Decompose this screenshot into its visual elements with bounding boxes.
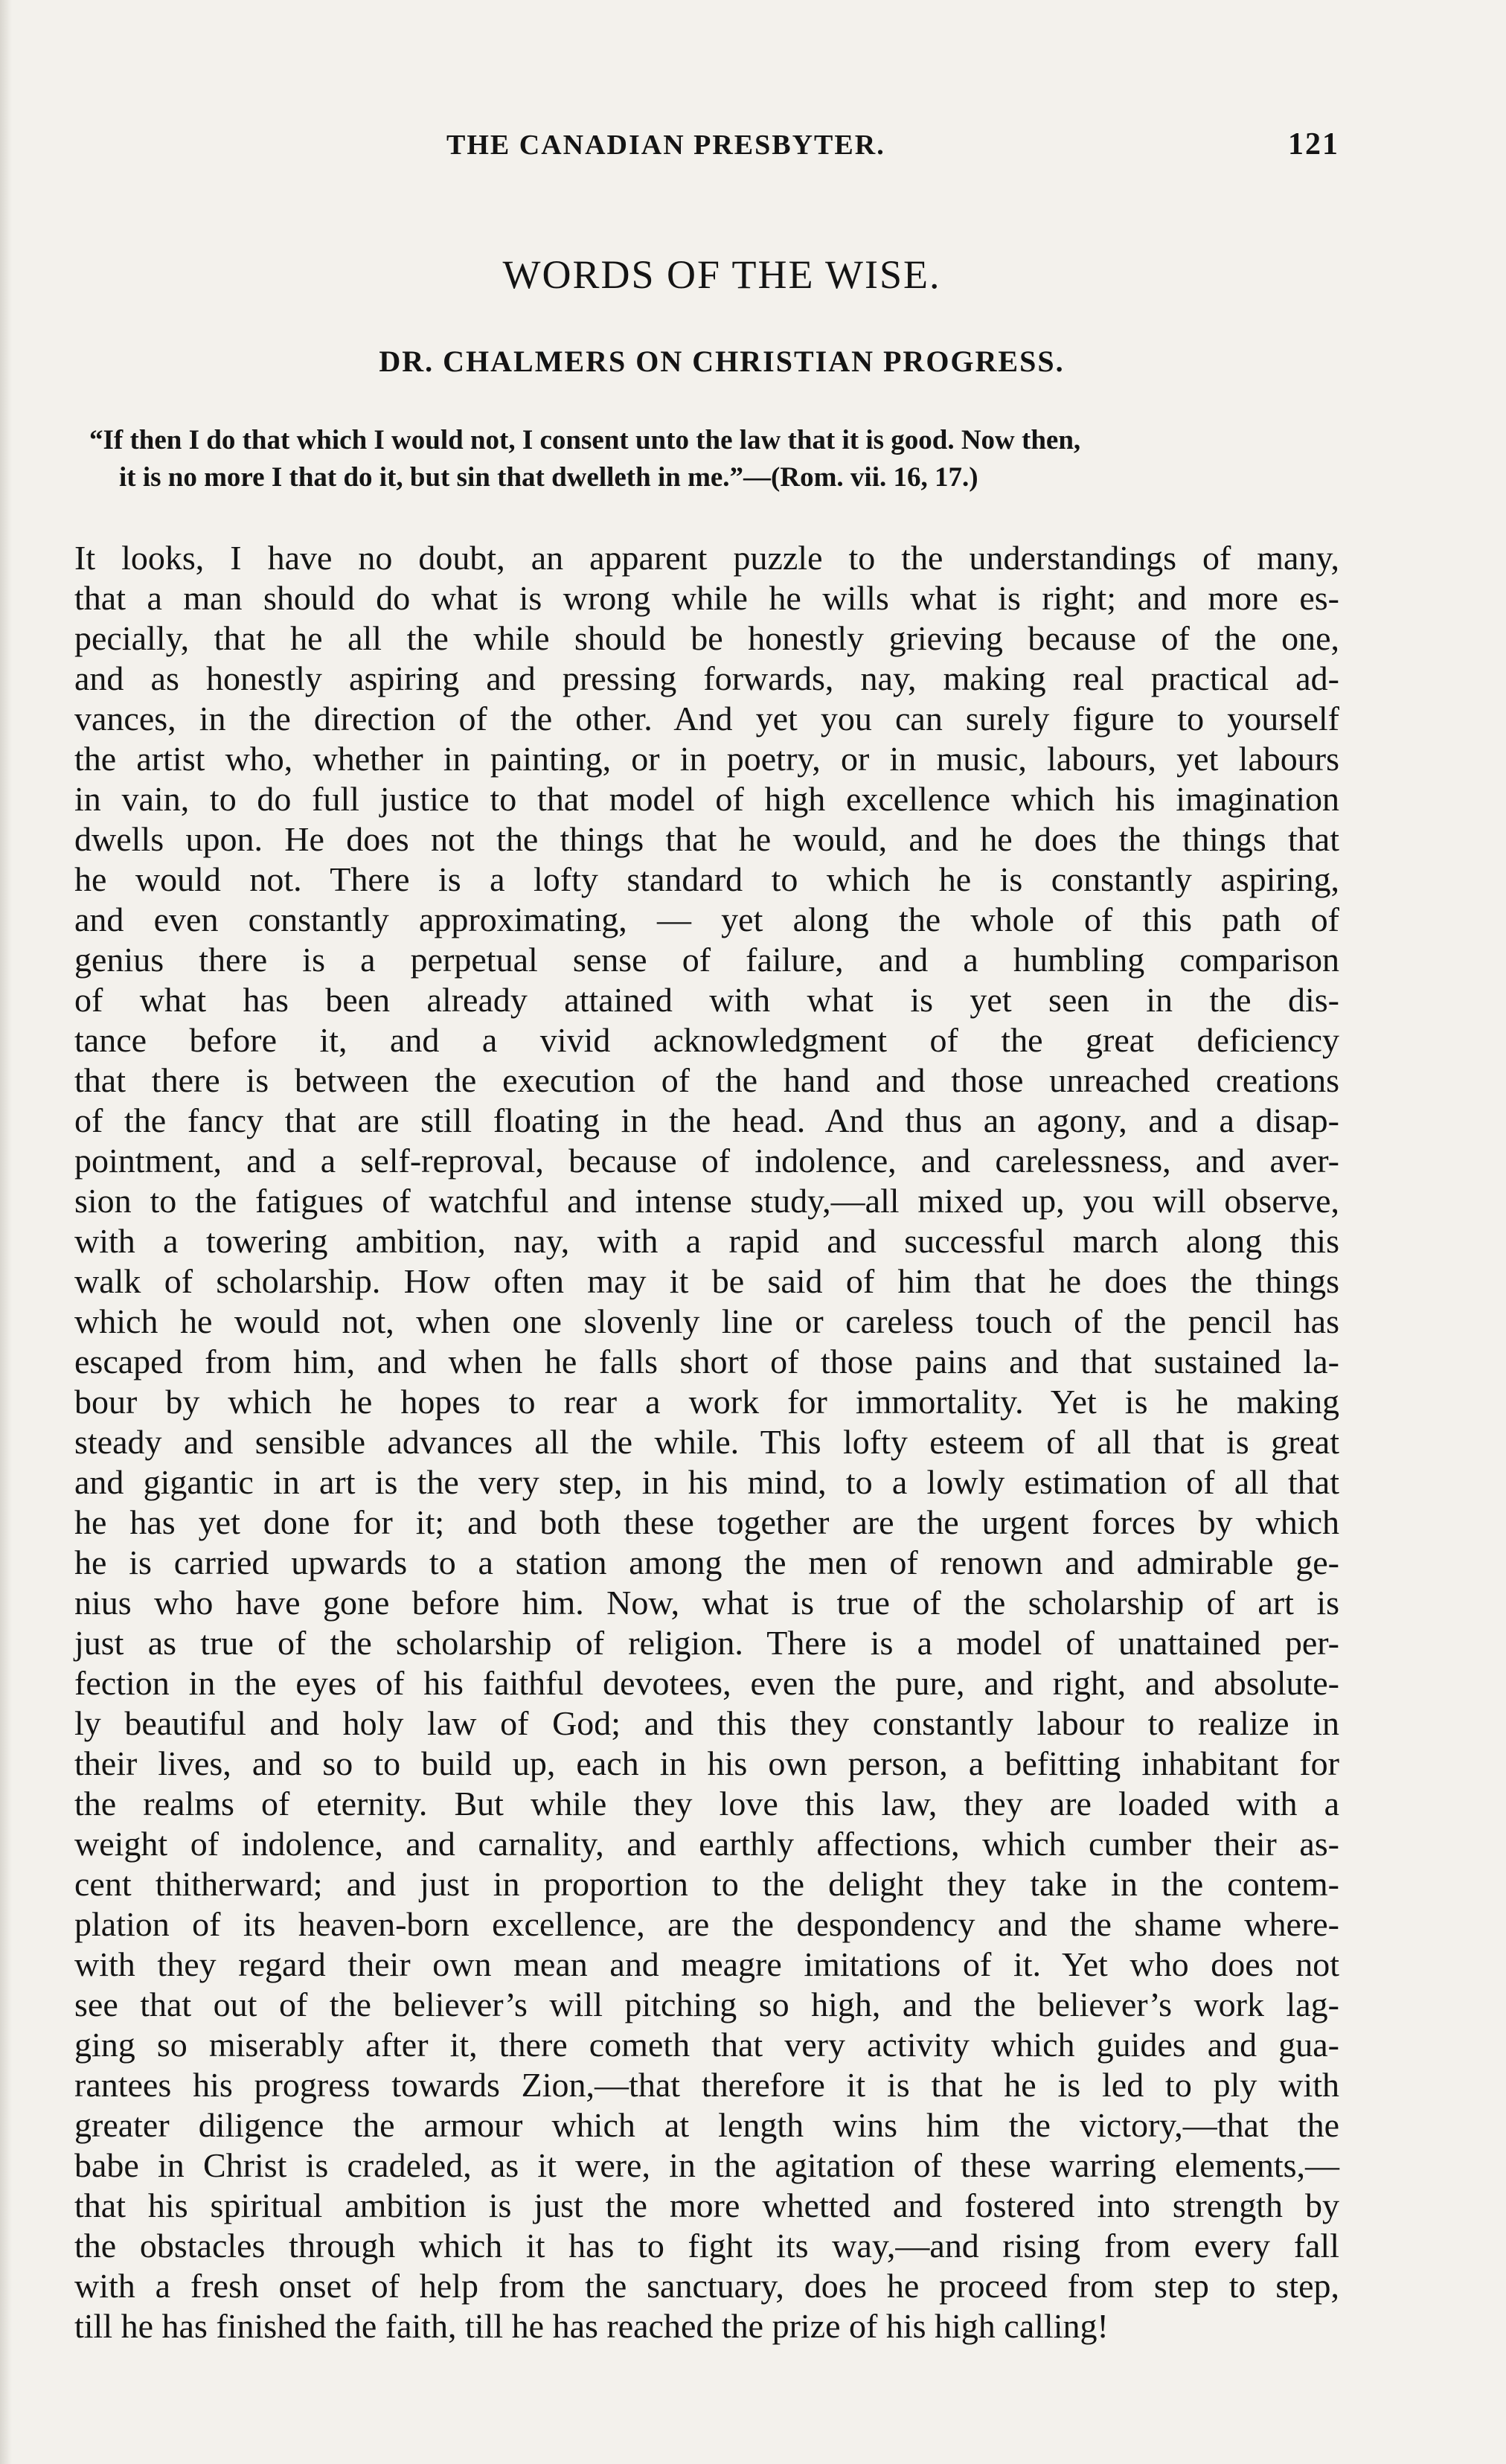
body-line: he has yet done for it; and both these together are the urgent forces by which [74,1503,1339,1541]
body-line: just as true of the scholarship of religion. There is a model of unattained per- [74,1624,1339,1662]
body-line: plation of its heaven-born excellence, are the despondency and the shame where- [74,1905,1339,1943]
body-line: of the fancy that are still floating in the head. And thus an agony, and a disap- [74,1101,1339,1139]
body-line: sion to the fatigues of watchful and intense study,—all mixed up, you will observe, [74,1182,1339,1220]
running-head [104,127,1339,162]
running-head-title: THE CANADIAN PRESBYTER. [446,129,885,161]
body-line: escaped from him, and when he falls short of those pains and that sustained la- [74,1343,1339,1380]
body-line: cent thitherward; and just in proportion to the delight they take in the contem- [74,1865,1339,1903]
body-line: with a towering ambition, nay, with a rapid and successful march along this [74,1222,1339,1260]
body-line: that a man should do what is wrong while he wills what is right; and more es- [74,579,1339,617]
body-line: which he would not, when one slovenly line or careless touch of the pencil has [74,1302,1339,1340]
body-line: pointment, and a self-reproval, because of indolence, and carelessness, and aver- [74,1142,1339,1180]
body-line: rantees his progress towards Zion,—that therefore it is that he is led to ply with [74,2066,1339,2104]
body-line: nius who have gone before him. Now, what is true of the scholarship of art is [74,1584,1339,1622]
body-line: bour by which he hopes to rear a work for immortality. Yet is he making [74,1383,1339,1421]
body-line: weight of indolence, and carnality, and earthly affections, which cumber their as- [74,1825,1339,1863]
page-gutter-shadow [0,0,12,2464]
body-line: their lives, and so to build up, each in his own person, a befitting inhabitant for [74,1744,1339,1782]
body-line: the obstacles through which it has to fight its way,—and rising from every fall [74,2227,1339,2265]
page [74,127,1339,2346]
epigraph-line: it is no more I that do it, but sin that dwelleth in me.”—(Rom. vii. 16, 17.) [119,462,978,493]
body-line: pecially, that he all the while should be honestly grieving because of the one, [74,619,1339,657]
body-paragraph [74,538,1339,2346]
body-line: babe in Christ is cradeled, as it were, in the agitation of these warring elements,— [74,2146,1339,2184]
body-line: that there is between the execution of the hand and those unreached creations [74,1061,1339,1099]
body-line: with a fresh onset of help from the sanctuary, does he proceed from step to step, [74,2267,1339,2305]
page-number: 121 [1288,127,1339,161]
body-line: he is carried upwards to a station among the men of renown and admirable ge- [74,1543,1339,1581]
body-line: It looks, I have no doubt, an apparent puzzle to the understandings of many, [74,539,1339,577]
body-line: vances, in the direction of the other. And yet you can surely figure to yourself [74,700,1339,737]
body-line: ging so miserably after it, there cometh that very activity which guides and gua- [74,2026,1339,2064]
body-line: that his spiritual ambition is just the more whetted and fostered into strength by [74,2186,1339,2224]
epigraph-line: “If then I do that which I would not, I consent unto the law that it is good. Now then, [89,425,1081,455]
body-line: see that out of the believer’s will pitching so high, and the believer’s work lag- [74,1985,1339,2023]
body-line: of what has been already attained with what is yet seen in the dis- [74,981,1339,1019]
body-line: walk of scholarship. How often may it be said of him that he does the things [74,1262,1339,1300]
body-line: and gigantic in art is the very step, in his mind, to a lowly estimation of all that [74,1463,1339,1501]
body-line: steady and sensible advances all the while. This lofty esteem of all that is great [74,1423,1339,1461]
body-line: the artist who, whether in painting, or in poetry, or in music, labours, yet labours [74,740,1339,778]
epigraph [74,422,1339,496]
body-line: genius there is a perpetual sense of failure, and a humbling comparison [74,941,1339,979]
body-line: and as honestly aspiring and pressing forwards, nay, making real practical ad- [74,659,1339,697]
body-line: and even constantly approximating, — yet along the whole of this path of [74,900,1339,938]
body-line: he would not. There is a lofty standard to which he is constantly aspiring, [74,860,1339,898]
section-title: WORDS OF THE WISE. [502,252,941,297]
body-line: dwells upon. He does not the things that he would, and he does the things that [74,820,1339,858]
body-line: fection in the eyes of his faithful devotees, even the pure, and right, and absolute- [74,1664,1339,1702]
body-line: ly beautiful and holy law of God; and this they constantly labour to realize in [74,1704,1339,1742]
body-line: in vain, to do full justice to that model of high excellence which his imagination [74,780,1339,818]
body-line: tance before it, and a vivid acknowledgment of the great deficiency [74,1021,1339,1059]
body-line: with they regard their own mean and meagre imitations of it. Yet who does not [74,1945,1339,1983]
article-title: DR. CHALMERS ON CHRISTIAN PROGRESS. [379,345,1065,378]
body-line: the realms of eternity. But while they love this law, they are loaded with a [74,1785,1339,1823]
body-line: greater diligence the armour which at length wins him the victory,—that the [74,2106,1339,2144]
body-line: till he has finished the faith, till he has reached the prize of his high calling! [74,2307,1109,2345]
